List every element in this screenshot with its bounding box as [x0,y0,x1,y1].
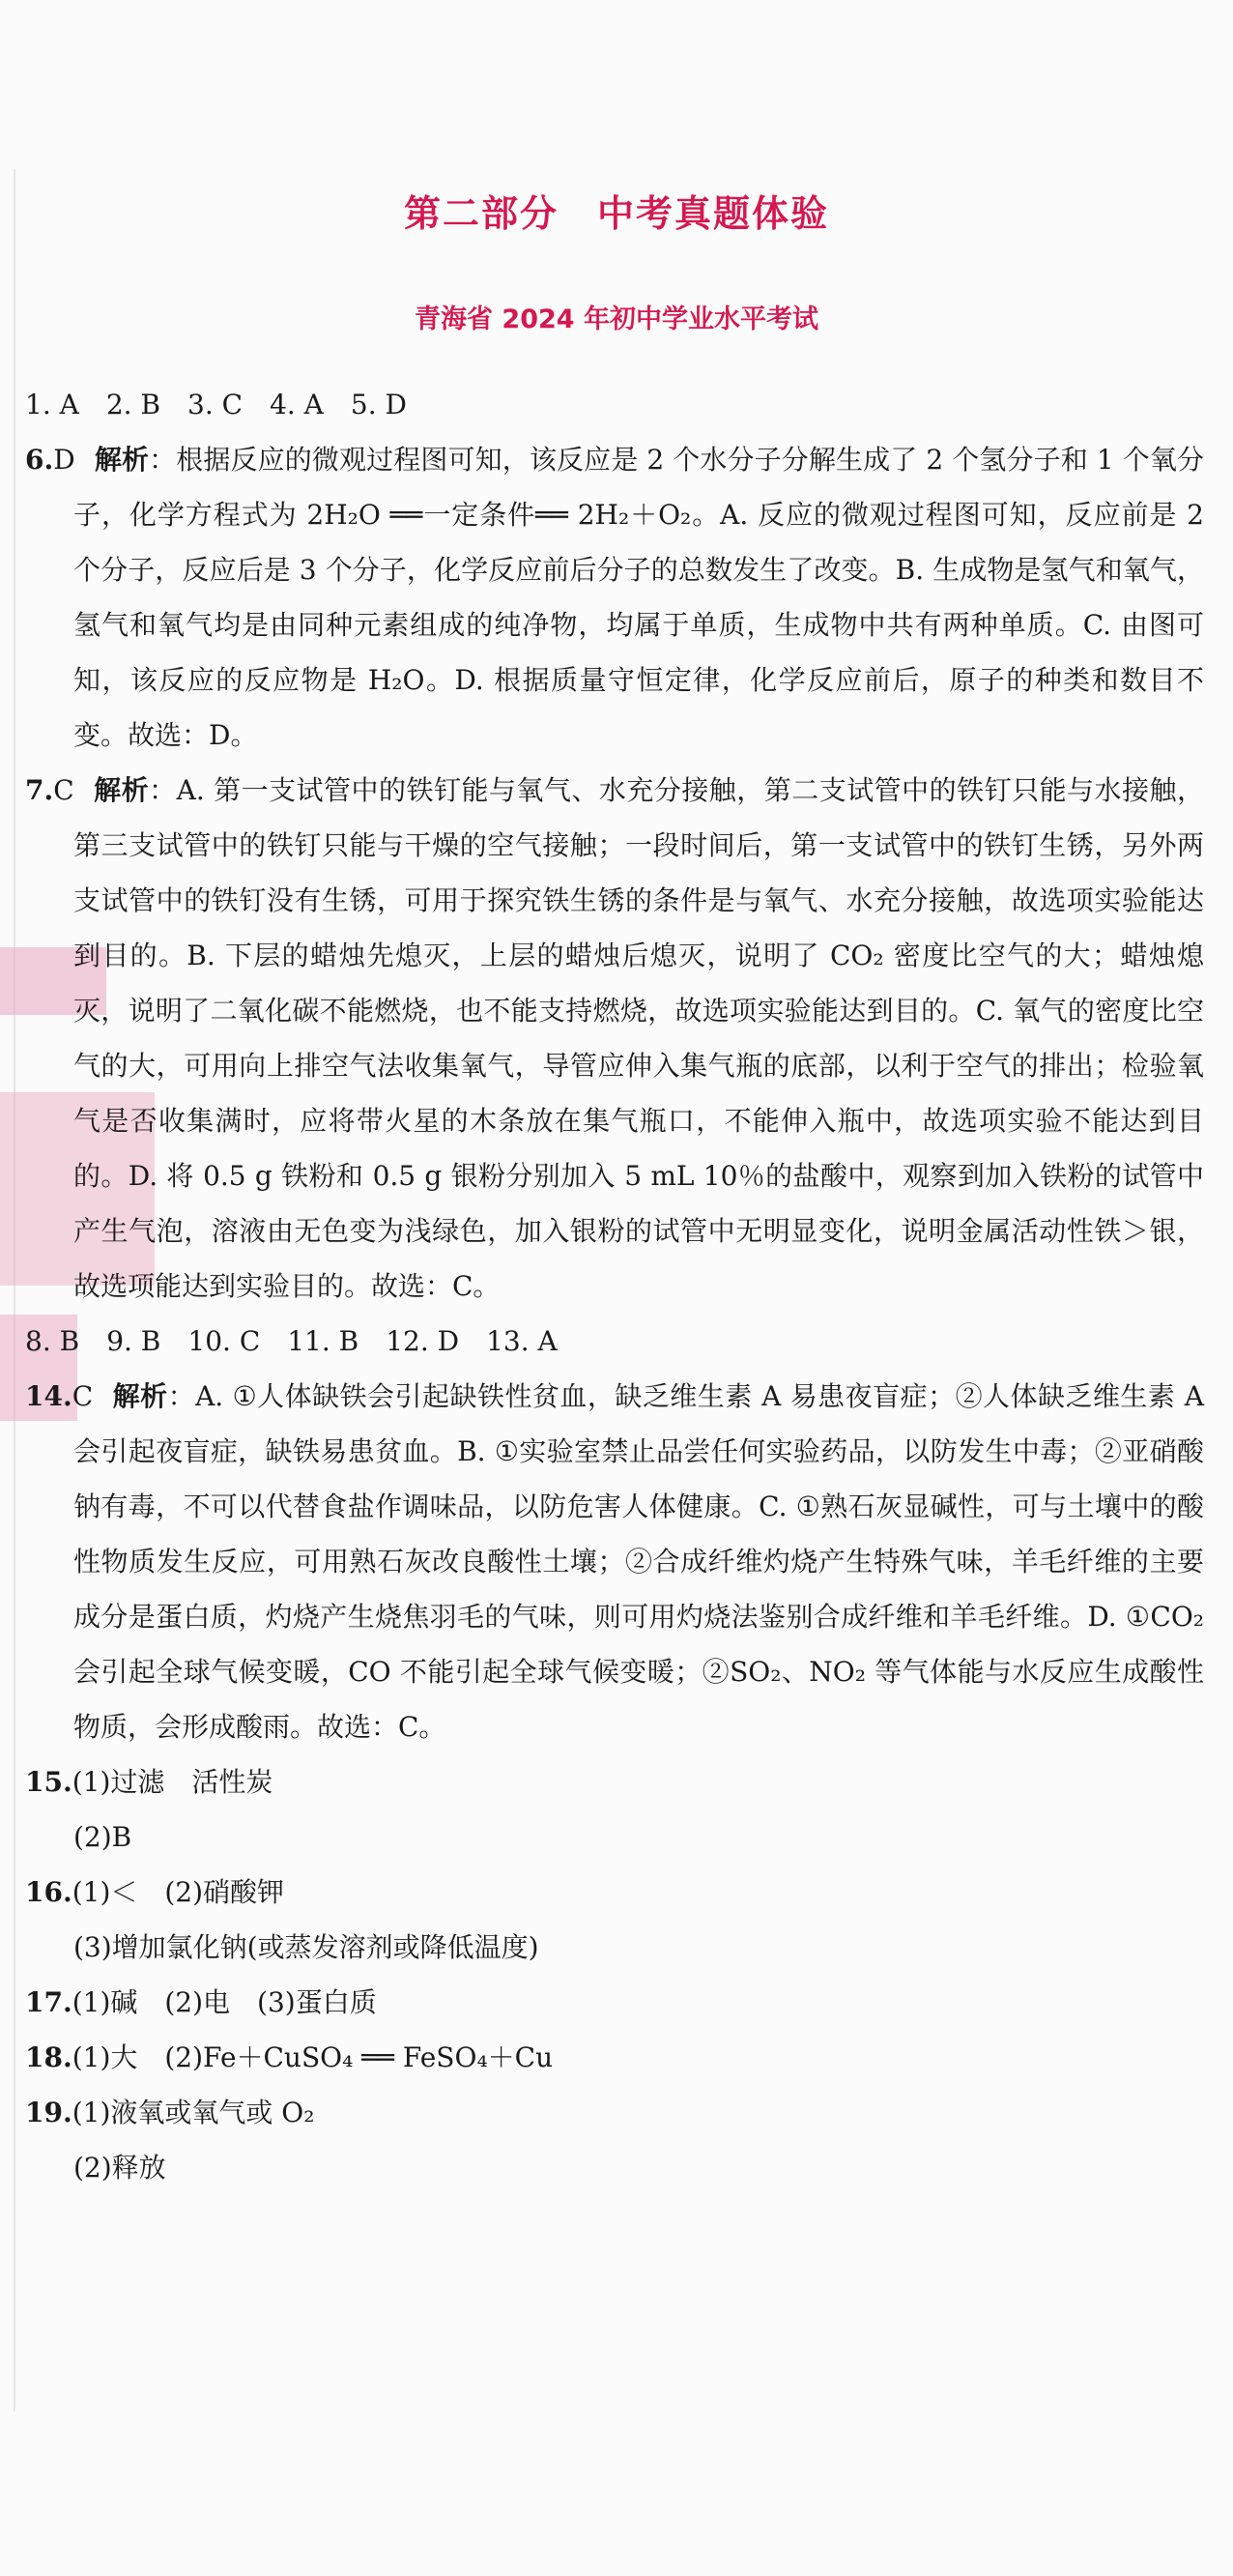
answer-19 [25,2085,1204,2140]
part-title: 第二部分 中考真题体验 [403,192,829,235]
answer-15 [25,1754,1204,1809]
answer-choice: C [53,774,74,806]
question-number: 15. [25,1766,72,1798]
answer-line: (1)＜ (2)硝酸钾 [72,1876,285,1908]
answers-8-13: 8. B 9. B 10. C 11. B 12. D 13. A [25,1325,558,1357]
answer-16-line-2: (3)增加氯化钠(或蒸发溶剂或降低温度) [73,1931,539,1963]
answer-15-line-2: (2)B [73,1821,132,1853]
answer-line: (1)过滤 活性炭 [72,1766,273,1798]
question-number: 14. [25,1380,72,1412]
answer-line: (1)大 (2)Fe＋CuSO₄ ══ FeSO₄＋Cu [72,2041,554,2073]
question-number: 18. [25,2041,72,2073]
margin-rule [14,169,15,2412]
answer-line: (1)碱 (2)电 (3)蛋白质 [72,1986,377,2018]
answer-17 [25,1975,1204,2030]
analysis-text: ：A. ①人体缺铁会引起缺铁性贫血，缺乏维生素 A 易患夜盲症；②人体缺乏维生素 A 会引起夜盲症，缺铁易患贫血。B. ①实验室禁止品尝任何实验药品，以防发生中毒；②亚硝酸钠有毒，不可以代替食盐作调味品，以防危害人体健康。C. ①熟石灰显碱性，可与土壤中的酸性物质发生反应，可用熟石灰改良酸性土壤；②合成纤维灼烧产生特殊气味，羊毛纤维的主要成分是蛋白质，灼烧产生烧焦羽毛的气味，则可用灼烧法鉴别合成纤维和羊毛纤维。D. ①CO₂ 会引起全球气候变暖，CO 不能引起全球气候变暖；②SO₂、NO₂ 等气体能与水反应生成酸性物质，会形成酸雨。故选：C。 [73,1380,1204,1743]
question-number: 7. [25,774,54,806]
answer-line: (1)液氧或氧气或 O₂ [72,2097,315,2128]
answer-content [25,377,1204,2195]
answer-19-line-2: (2)释放 [73,2152,166,2184]
answer-6 [25,432,1204,763]
answers-1-5: 1. A 2. B 3. C 4. A 5. D [25,389,407,420]
question-number: 19. [25,2097,72,2128]
answer-16 [25,1865,1204,1920]
question-number: 16. [25,1876,72,1908]
answer-14 [25,1369,1204,1754]
analysis-text: ：A. 第一支试管中的铁钉能与氧气、水充分接触，第二支试管中的铁钉只能与水接触，第三支试管中的铁钉只能与干燥的空气接触；一段时间后，第一支试管中的铁钉生锈，另外两支试管中的铁钉没有生锈，可用于探究铁生锈的条件是与氧气、水充分接触，故选项实验能达到目的。B. 下层的蜡烛先熄灭，上层的蜡烛后熄灭，说明了 CO₂ 密度比空气的大；蜡烛熄灭，说明了二氧化碳不能燃烧，也不能支持燃烧，故选项实验能达到目的。C. 氧气的密度比空气的大，可用向上排空气法收集氧气，导管应伸入集气瓶的底部，以利于空气的排出；检验氧气是否收集满时，应将带火星的木条放在集气瓶口，不能伸入瓶中，故选项实验不能达到目的。D. 将 0.5 g 铁粉和 0.5 g 银粉分别加入 5 mL 10％的盐酸中，观察到加入铁粉的试管中产生气泡，溶液由无色变为浅绿色，加入银粉的试管中无明显变化，说明金属活动性铁＞银，故选项能达到实验目的。故选：C。 [73,774,1204,1302]
question-number: 6. [25,444,54,476]
question-number: 17. [25,1986,72,2018]
analysis-label: 解析 [112,1380,168,1412]
answer-18 [25,2030,1204,2085]
answer-choice: C [72,1380,94,1412]
answer-7 [25,763,1204,1314]
answer-choice: D [53,444,75,476]
analysis-text: ：根据反应的微观过程图可知，该反应是 2 个水分子分解生成了 2 个氢分子和 1 个氧分子，化学方程式为 2H₂O ══一定条件══ 2H₂＋O₂。A. 反应的微观过程图可知，反应前是 2 个分子，反应后是 3 个分子，化学反应前后分子的总数发生了改变。B. 生成物是氢气和氧气，氢气和氧气均是由同种元素组成的纯净物，均属于单质，生成物中共有两种单质。C. 由图可知，该反应的反应物是 H₂O。D. 根据质量守恒定律，化学反应前后，原子的种类和数目不变。故选：D。 [73,444,1204,751]
exam-title: 青海省 2024 年初中学业水平考试 [415,304,818,334]
analysis-label: 解析 [93,774,150,806]
analysis-label: 解析 [94,444,150,476]
